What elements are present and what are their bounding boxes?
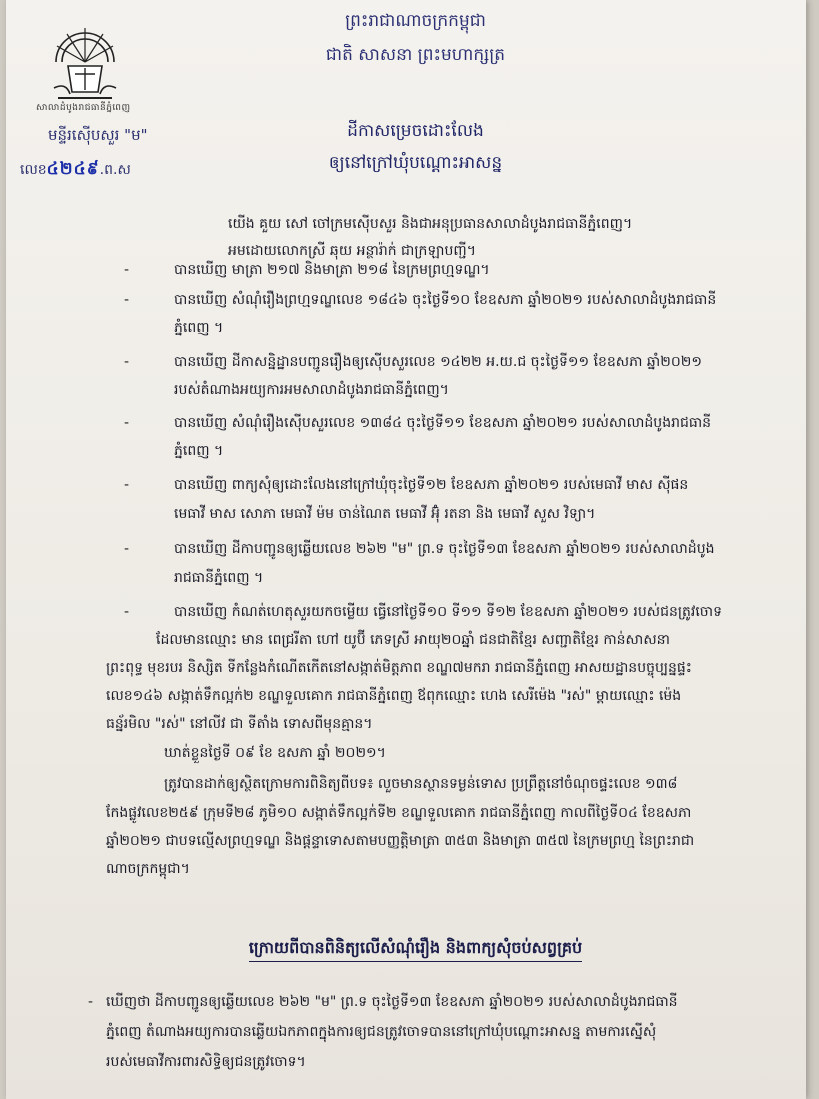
list-item: បានឃើញ កំណត់ហេតុសួរយកចម្លើយ ធ្វើនៅថ្ងៃទី១០ ទី១១ ទី១២ ខែឧសភា ឆ្នាំ២០២១ របស់ជនត្រូវចោទ (174, 604, 723, 620)
document-subtitle: ឲ្យនៅក្រៅឃុំបណ្ដោះអាសន្ន (328, 153, 503, 173)
finding-item: ឃើញថា ដីកាបញ្ជូនឲ្យឆ្លើយលេខ ២៦២ "ម" ព្រ.ទ ចុះថ្ងៃទី១៣ ខែឧសភា ឆ្នាំ២០២១ របស់សាលាដំបូងរាជធានី (106, 994, 678, 1010)
accused-details: ព្រះពុទ្ធ មុខរបរ និស្សិត ទីកន្លែងកំណើតកើតនៅសង្កាត់មិត្តភាព ខណ្ឌ៧មករា រាជធានីភ្នំពេញ អាសយដ្ឋានបច្ចុប្បន្នផ្ទះ (106, 660, 692, 676)
reference-suffix: .ព.ស (99, 162, 131, 178)
list-item: បានឃើញ ដីកាបញ្ជូនឲ្យឆ្លើយលេខ ២៦២ "ម" ព្រ.ទ ចុះថ្ងៃទី១៣ ខែឧសភា ឆ្នាំ២០២១ របស់សាលាដំបូង (174, 541, 715, 557)
bullet-dash: - (124, 415, 130, 431)
handwritten-number: ៤២៤៩ (46, 159, 100, 179)
office-name: មន្ទីរស៊ើបសួរ "ម" (48, 126, 148, 144)
document-page (6, 0, 806, 1099)
section-heading (6, 937, 819, 961)
detention-date: ឃាត់ខ្លួនថ្ងៃទី ០៩ ខែ ឧសភា ឆ្នាំ ២០២១។ (164, 745, 386, 761)
document-title: ដីកាសម្រេចដោះលែង (347, 121, 484, 141)
list-item: បានឃើញ មាត្រា ២១៧ និងមាត្រា ២១៨ នៃក្រមព្រហ្មទណ្ឌ។ (174, 262, 490, 278)
list-item: បានឃើញ សំណុំរឿងស៊ើបសួរលេខ ១៣៨៤ ចុះថ្ងៃទី១១ ខែឧសភា ឆ្នាំ២០២១ របស់សាលាដំបូងរាជធានី (174, 415, 712, 431)
list-item-continued: ភ្នំពេញ ។ (174, 320, 224, 336)
charge-details: ត្រូវបានដាក់ឲ្យស្ថិតក្រោមការពិនិត្យពីបទ៖ លួចមានស្ថានទម្ងន់ទោស ប្រព្រឹត្តនៅចំណុចផ្ទះលេខ ១៣៨ (164, 776, 678, 792)
finding-item-continued: របស់មេធាវីការពារសិទ្ធិឲ្យជនត្រូវចោទ។ (106, 1054, 306, 1070)
intro-line: អមដោយលោកស្រី ឆុយ អន្ថារ៉ាក់ ជាក្រឡាបញ្ជី។ (228, 243, 476, 259)
list-item: បានឃើញ ពាក្យសុំឲ្យដោះលែងនៅក្រៅឃុំចុះថ្ងៃទី១២ ខែឧសភា ឆ្នាំ២០២១ របស់មេធាវី មាស ស៊ីផន (174, 477, 689, 493)
national-motto: ជាតិ សាសនា ព្រះមហាក្សត្រ (325, 45, 506, 65)
list-item-continued: របស់តំណាងអយ្យការអមសាលាដំបូងរាជធានីភ្នំពេញ។ (174, 382, 449, 398)
kingdom-header: ព្រះរាជាណាចក្រកម្ពុជា (345, 11, 486, 31)
charge-details: ណាចក្រកម្ពុជា។ (106, 861, 190, 877)
section-heading-text: ក្រោយពីបានពិនិត្យលើសំណុំរឿង និងពាក្យសុំចប់សព្វគ្រប់ (249, 938, 582, 962)
bullet-dash: - (124, 604, 130, 620)
bullet-dash: - (124, 477, 130, 493)
bullet-dash: - (124, 262, 130, 278)
charge-details: ឆ្នាំ២០២១ ជាបទល្មើសព្រហ្មទណ្ឌ និងផ្តន្ទាទោសតាមបញ្ញត្តិមាត្រា ៣៥៣ និងមាត្រា ៣៥៧ នៃក្រមព្រហ្ម នៃព្រះរាជា (106, 833, 695, 849)
list-item-continued: មេធាវី មាស សោភា មេធាវី ម៉ម ចាន់ណៃត មេធាវី អ៊ុំ រតនា និង មេធាវី សួស វិទ្យា។ (174, 506, 596, 522)
list-item: បានឃើញ សំណុំរឿងព្រហ្មទណ្ឌលេខ ១៨៤៦ ចុះថ្ងៃទី១០ ខែឧសភា ឆ្នាំ២០២១ របស់សាលាដំបូងរាជធានី (174, 292, 717, 308)
bullet-dash: - (124, 292, 130, 308)
charge-details: កែងផ្លូវលេខ២៥៩ ក្រុមទី២៨ ភូមិ១០ សង្កាត់ទឹកល្អក់ទី២ ខណ្ឌទួលគោក រាជធានីភ្នំពេញ កាលពីថ្ងៃទី០៤ ខែឧសភា (106, 805, 692, 821)
list-item-continued: រាជធានីភ្នំពេញ ។ (174, 570, 264, 586)
bullet-dash: - (124, 354, 130, 370)
bullet-dash: - (124, 541, 130, 557)
intro-line: យើង គួយ សៅ ចៅក្រមស៊ើបសួរ និងជាអនុប្រធានសាលាដំបូងរាជធានីភ្នំពេញ។ (228, 216, 633, 232)
reference-prefix: លេខ (20, 162, 47, 178)
finding-item-continued: ភ្នំពេញ តំណាងអយ្យការបានឆ្លើយឯកភាពក្នុងការឲ្យជនត្រូវចោទបាននៅក្រៅឃុំបណ្ដោះអាសន្ន តាមការស្នើសុំ (106, 1024, 657, 1040)
court-name-small: សាលាដំបូងរាជធានីភ្នំពេញ (36, 103, 131, 113)
list-item: បានឃើញ ដីកាសន្និដ្ឋានបញ្ជូនរឿងឲ្យស៊ើបសួរលេខ ១៤២២ អ.យ.ជ ចុះថ្ងៃទី១១ ខែឧសភា ឆ្នាំ២០២១ (174, 354, 702, 370)
accused-details: លេខ១៤៦ សង្កាត់ទឹកល្អក់២ ខណ្ឌទួលគោក រាជធានីភ្នំពេញ ឪពុកឈ្មោះ ហេង សេរីម៉េង "រស់" ម្ដាយឈ្មោះ ម៉េង (106, 688, 682, 704)
accused-details: ដែលមានឈ្មោះ មាន ពេជ្ររីតា ហៅ យូប៊ី ភេទស្រី អាយុ២០ឆ្នាំ ជនជាតិខ្មែរ សញ្ជាតិខ្មែរ កាន់សាសនា (156, 632, 670, 648)
list-item-continued: ភ្នំពេញ ។ (174, 443, 224, 459)
accused-details: ធន្ន័រមិល "រស់" នៅលីវ ជា ទីតាំង ទោសពីមុនគ្មាន។ (106, 716, 373, 732)
bullet-dash: - (88, 994, 94, 1010)
